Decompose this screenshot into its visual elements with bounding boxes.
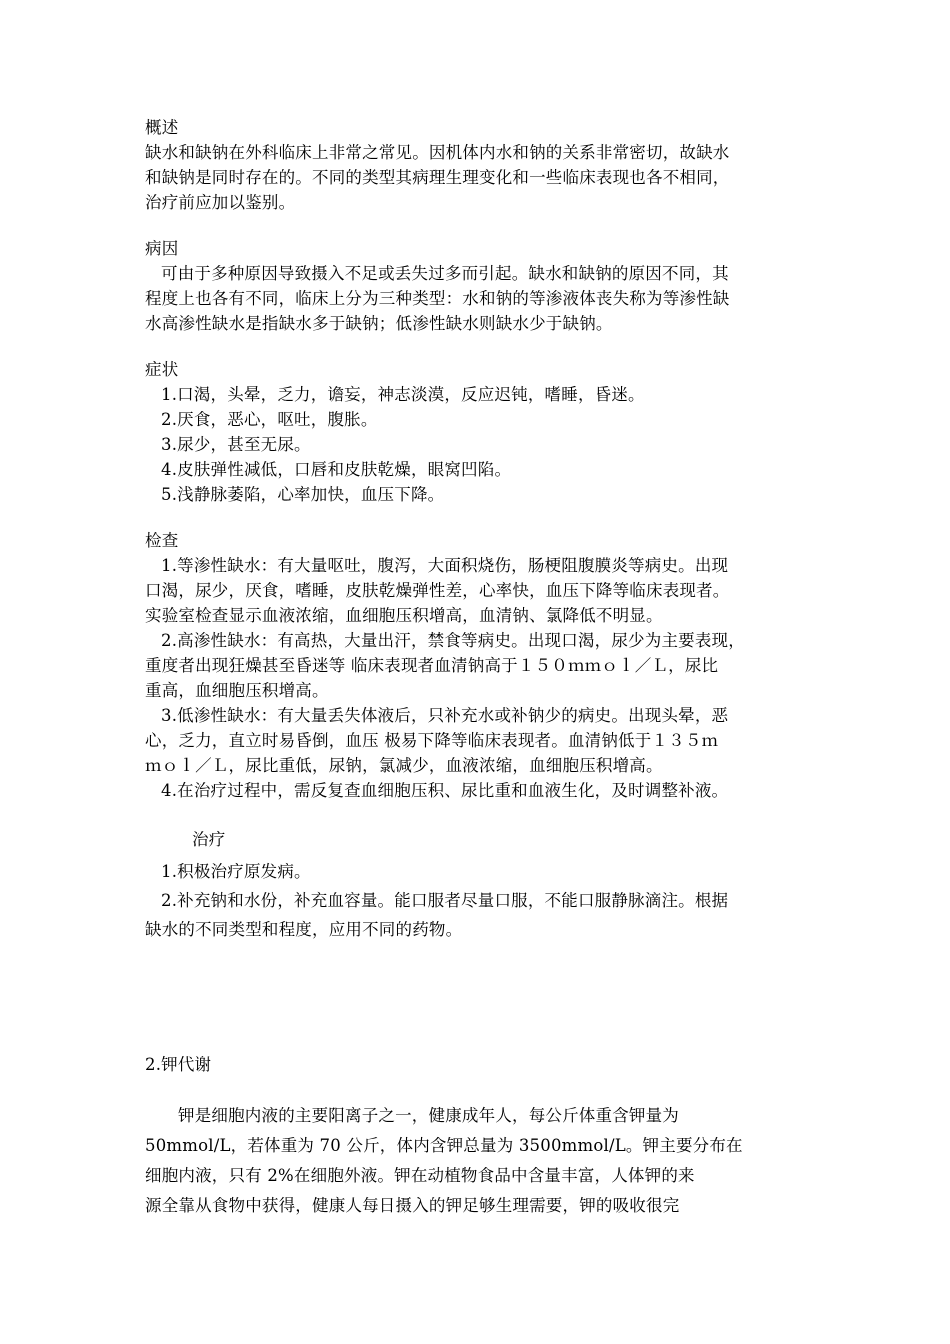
exam-item-line: 口渴，尿少，厌食，嗜睡，皮肤乾燥弹性差，心率快，血压下降等临床表现者。 (145, 581, 730, 600)
cause-heading: 病因 (145, 239, 179, 258)
overview-heading: 概述 (145, 118, 179, 137)
section-potassium (145, 1101, 810, 1221)
potassium-line: 细胞内液，只有 2%在细胞外液。钾在动植物食品中含量丰富，人体钾的来 (145, 1166, 695, 1185)
treatment-item-line: 1.积极治疗原发病。 (161, 862, 311, 881)
overview-line: 和缺钠是同时存在的。不同的类型其病理生理变化和一些临床表现也各不相同， (145, 168, 730, 187)
section-treatment (145, 827, 810, 852)
exam-item-line: 实验室检查显示血液浓缩，血细胞压积增高，血清钠、氯降低不明显。 (145, 606, 663, 625)
exam-heading: 检查 (145, 531, 179, 550)
potassium-line: 50mmol/L，若体重为 70 公斤，体内含钾总量为 3500mmol/L。钾主要分布在 (145, 1136, 743, 1155)
potassium-line: 钾是细胞内液的主要阳离子之一，健康成年人，每公斤体重含钾量为 (178, 1106, 679, 1125)
treatment-item-line: 2.补充钠和水份，补充血容量。能口服者尽量口服，不能口服静脉滴注。根据 (161, 891, 729, 910)
section-cause (145, 236, 810, 336)
symptom-item: 1.口渴，头晕，乏力，谵妄，神志淡漠，反应迟钝，嗜睡，昏迷。 (161, 385, 645, 404)
potassium-line: 源全靠从食物中获得，健康人每日摄入的钾足够生理需要，钾的吸收很完 (145, 1196, 680, 1215)
exam-item-line: 1.等渗性缺水：有大量呕吐，腹泻，大面积烧伤，肠梗阻腹膜炎等病史。出现 (161, 556, 729, 575)
overview-line: 治疗前应加以鉴别。 (145, 193, 296, 212)
exam-item-line: 3.低渗性缺水：有大量丢失体液后，只补充水或补钠少的病史。出现头晕，恶 (161, 706, 729, 725)
exam-item-line: 4.在治疗过程中，需反复查血细胞压积、尿比重和血液生化，及时调整补液。 (161, 781, 729, 800)
symptom-item: 4.皮肤弹性减低，口唇和皮肤乾燥，眼窝凹陷。 (161, 460, 512, 479)
symptoms-heading: 症状 (145, 360, 179, 379)
symptom-item: 3.尿少，甚至无尿。 (161, 435, 311, 454)
treatment-items (145, 857, 810, 944)
exam-item-line: 重度者出现狂燥甚至昏迷等 临床表现者血清钠高于１５０ｍｍｏｌ／Ｌ，尿比 (145, 656, 719, 675)
section-overview (145, 115, 810, 215)
treatment-heading: 治疗 (192, 830, 226, 849)
section-exam (145, 528, 810, 803)
cause-line: 水高渗性缺水是指缺水多于缺钠；低渗性缺水则缺水少于缺钠。 (145, 314, 613, 333)
overview-line: 缺水和缺钠在外科临床上非常之常见。因机体内水和钠的关系非常密切，故缺水 (145, 143, 730, 162)
symptom-item: 5.浅静脉萎陷，心率加快，血压下降。 (161, 485, 445, 504)
section-potassium-heading (145, 1052, 810, 1077)
cause-line: 程度上也各有不同，临床上分为三种类型：水和钠的等渗液体丧失称为等渗性缺 (145, 289, 730, 308)
exam-item-line: 心，乏力，直立时易昏倒，血压 极易下降等临床表现者。血清钠低于１３５ｍ (145, 731, 719, 750)
symptom-item: 2.厌食，恶心，呕吐，腹胀。 (161, 410, 378, 429)
exam-item-line: 重高，血细胞压积增高。 (145, 681, 329, 700)
exam-item-line: 2.高渗性缺水：有高热，大量出汗，禁食等病史。出现口渴，尿少为主要表现， (161, 631, 745, 650)
cause-line: 可由于多种原因导致摄入不足或丢失过多而引起。缺水和缺钠的原因不同，其 (161, 264, 729, 283)
exam-item-line: ｍｏｌ／Ｌ，尿比重低，尿钠，氯减少，血液浓缩，血细胞压积增高。 (145, 756, 663, 775)
potassium-heading: 2.钾代谢 (145, 1055, 212, 1074)
treatment-item-line: 缺水的不同类型和程度，应用不同的药物。 (145, 920, 463, 939)
section-symptoms (145, 357, 810, 507)
